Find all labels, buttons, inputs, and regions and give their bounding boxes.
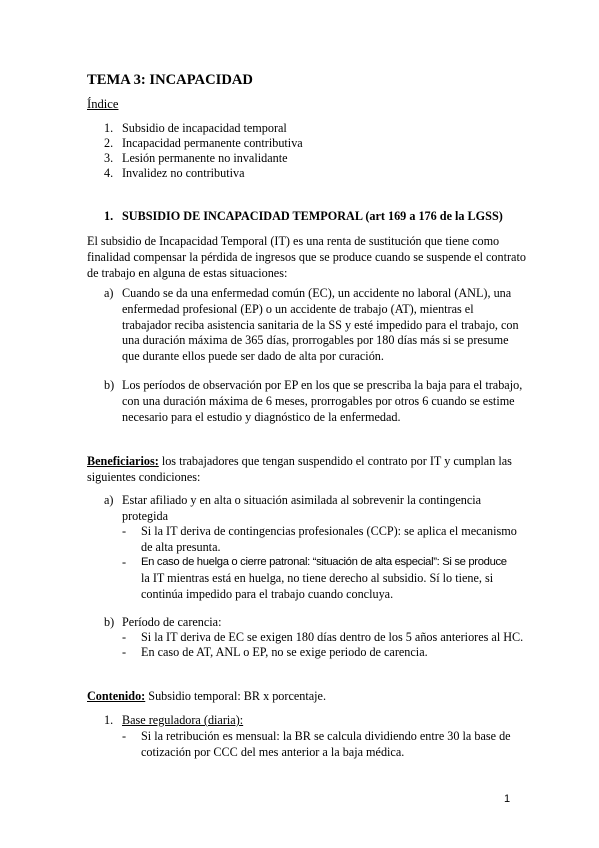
- bullet-item: En caso de AT, ANL o EP, no se exige periodo de carencia.: [141, 645, 428, 659]
- toc-number: 2.: [104, 136, 114, 150]
- list-number: 1.: [104, 713, 114, 727]
- bullet-item: [141, 524, 515, 556]
- text-line: que durante ellos puede ser dado de alta por curación.: [122, 349, 384, 364]
- intro-paragraph: [87, 234, 526, 281]
- page-title: TEMA 3: INCAPACIDAD: [87, 72, 253, 88]
- toc-item: Subsidio de incapacidad temporal: [122, 121, 287, 135]
- text-line: [87, 454, 515, 470]
- list-label: a): [104, 286, 114, 300]
- text-line: En caso de huelga o cierre patronal: “situación de alta especial”: Si se produce: [141, 556, 507, 568]
- text-line: Los períodos de observación por EP en los que se prescriba la baja para el trabajo,: [122, 378, 523, 392]
- contenido-label: Contenido:: [87, 689, 146, 703]
- text-line: Si la retribución es mensual: la BR se calcula dividiendo entre 30 la base de: [141, 729, 511, 743]
- text-line: una duración máxima de 365 días, prorrogables por 180 días más si se presume: [122, 333, 509, 348]
- bullet-dash: -: [122, 555, 127, 569]
- text-line: con una duración máxima de 6 meses, prorrogables por otros 6 cuando se estime: [122, 393, 515, 408]
- bullet-dash: -: [122, 524, 127, 538]
- bullet-dash: -: [122, 645, 127, 659]
- text-line: necesario para el estudio y diagnóstico de la enfermedad.: [122, 409, 401, 424]
- text-line: cotización por CCC del mes anterior a la baja médica.: [141, 744, 405, 759]
- text-line: de alta presunta.: [141, 539, 221, 554]
- section-heading: SUBSIDIO DE INCAPACIDAD TEMPORAL (art 169 a 176 de la LGSS): [122, 209, 503, 223]
- text-line: Si la IT deriva de contingencias profesionales (CCP): se aplica el mecanismo: [141, 524, 517, 538]
- list-label: b): [104, 615, 115, 629]
- toc-number: 1.: [104, 121, 114, 135]
- bullet-item: Si la IT deriva de EC se exigen 180 días dentro de los 5 años anteriores al HC.: [141, 630, 524, 644]
- list-item: Base reguladora (diaria):: [122, 713, 244, 727]
- text-line: Estar afiliado y en alta o situación asimilada al sobrevenir la contingencia: [122, 493, 482, 507]
- text-line: la IT mientras está en huelga, no tiene derecho al subsidio. Sí lo tiene, si: [141, 570, 494, 585]
- index-heading: Índice: [87, 97, 119, 111]
- list-label: b): [104, 378, 115, 392]
- bullet-item: [141, 729, 515, 761]
- beneficiarios-paragraph: [87, 454, 515, 486]
- list-item: [122, 378, 523, 425]
- text-span: los trabajadores que tengan suspendido el contrato por IT y cumplan las: [158, 454, 512, 468]
- contenido-paragraph: [87, 689, 326, 704]
- list-item: [122, 286, 519, 365]
- text-span: Subsidio temporal: BR x porcentaje.: [145, 689, 327, 703]
- toc-number: 4.: [104, 166, 114, 180]
- list-item: [122, 493, 515, 525]
- toc-number: 3.: [104, 151, 114, 165]
- toc-item: Incapacidad permanente contributiva: [122, 136, 303, 150]
- toc-item: Lesión permanente no invalidante: [122, 151, 288, 165]
- text-line: continúa impedido para el trabajo cuando concluya.: [141, 586, 394, 601]
- page-number: 1: [504, 793, 511, 805]
- text-line: finalidad compensar la pérdida de ingresos que se produce cuando se suspende el contrato: [87, 249, 526, 264]
- text-line: protegida: [122, 508, 169, 523]
- section-number: 1.: [104, 209, 114, 223]
- text-line: trabajador reciba asistencia sanitaria de la SS y esté impedido para el trabajo, con: [122, 317, 519, 332]
- text-line: El subsidio de Incapacidad Temporal (IT) es una renta de sustitución que tiene como: [87, 234, 500, 248]
- list-label: a): [104, 493, 114, 507]
- bullet-dash: -: [122, 630, 127, 644]
- bullet-dash: -: [122, 729, 127, 743]
- bullet-item: [141, 555, 515, 602]
- text-line: de trabajo en alguna de estas situaciones:: [87, 265, 288, 280]
- list-item: Período de carencia:: [122, 615, 222, 629]
- text-line: enfermedad profesional (EP) o un accidente de trabajo (AT), mientras el: [122, 301, 474, 316]
- beneficiarios-label: Beneficiarios:: [87, 454, 159, 468]
- toc-item: Invalidez no contributiva: [122, 166, 245, 180]
- text-line: Cuando se da una enfermedad común (EC), un accidente no laboral (ANL), una: [122, 286, 512, 300]
- text-line: siguientes condiciones:: [87, 469, 201, 484]
